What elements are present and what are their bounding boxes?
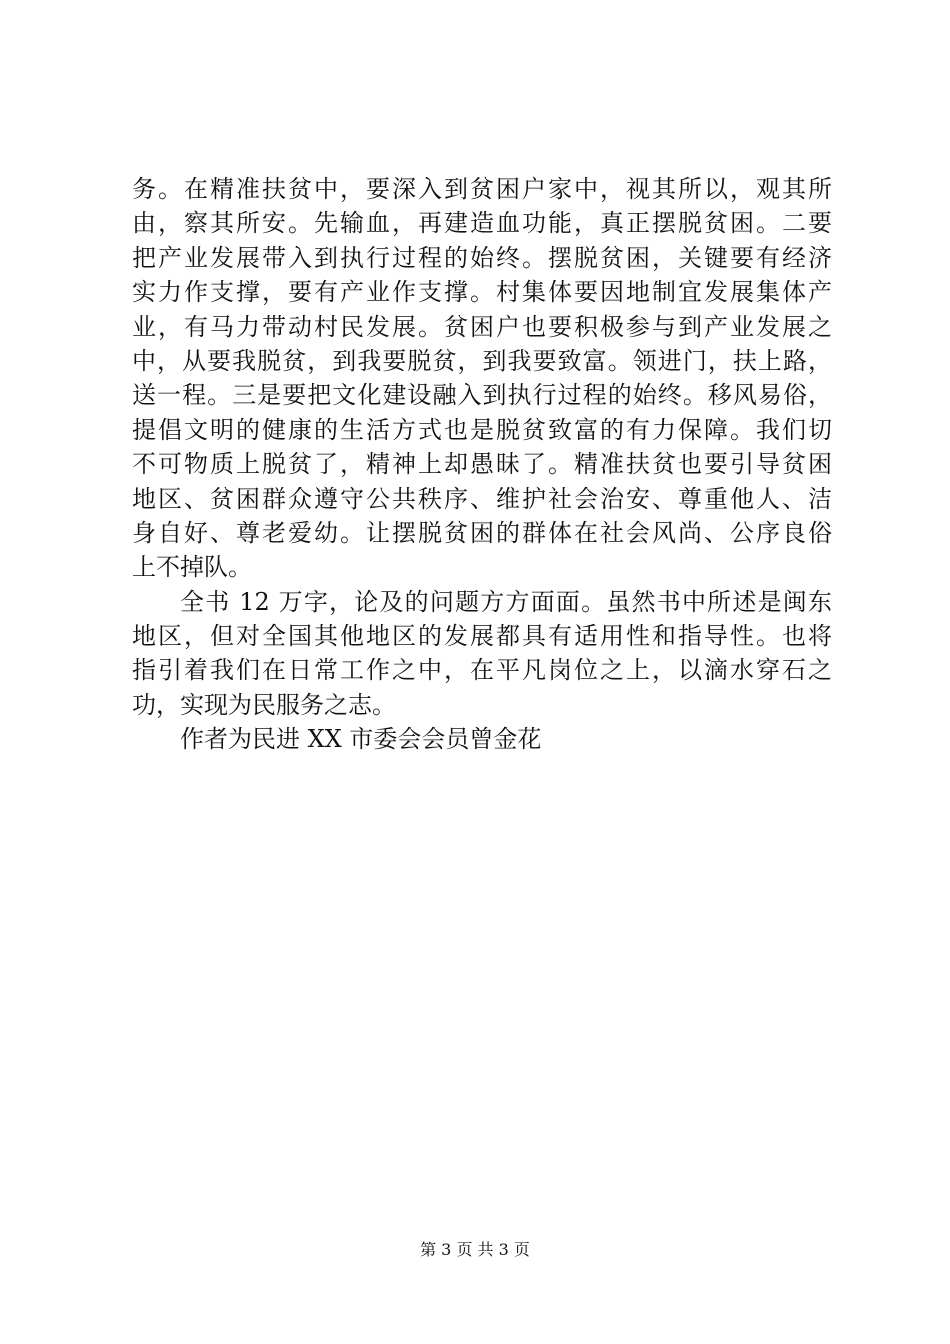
- text-line: 中，从要我脱贫，到我要脱贫，到我要致富。领进门，扶上路，: [132, 346, 832, 375]
- text-line: 实力作支撑，要有产业作支撑。村集体要因地制宜发展集体产: [132, 278, 832, 307]
- text-line: 不可物质上脱贫了，精神上却愚昧了。精准扶贫也要引导贫困: [132, 450, 832, 479]
- text-line: 业，有马力带动村民发展。贫困户也要积极参与到产业发展之: [132, 312, 832, 341]
- page-number-footer: 第 3 页 共 3 页: [420, 1240, 530, 1259]
- body-text: [132, 172, 832, 757]
- paragraph-first-line: 全书 12 万字，论及的问题方方面面。虽然书中所述是闽东: [180, 587, 832, 616]
- text-line: 提倡文明的健康的生活方式也是脱贫致富的有力保障。我们切: [132, 415, 832, 444]
- text-line: 送一程。三是要把文化建设融入到执行过程的始终。移风易俗，: [132, 381, 832, 410]
- text-line: 指引着我们在日常工作之中，在平凡岗位之上，以滴水穿石之: [132, 656, 832, 685]
- text-line: 上不掉队。: [132, 553, 252, 582]
- text-line: 功，实现为民服务之志。: [132, 690, 396, 719]
- text-line: 身自好、尊老爱幼。让摆脱贫困的群体在社会风尚、公序良俗: [132, 518, 832, 547]
- text-line: 地区、贫困群众遵守公共秩序、维护社会治安、尊重他人、洁: [132, 484, 832, 513]
- text-line: 把产业发展带入到执行过程的始终。摆脱贫困，关键要有经济: [132, 243, 832, 272]
- text-line: 由，察其所安。先输血，再建造血功能，真正摆脱贫困。二要: [132, 209, 832, 238]
- text-line: 务。在精准扶贫中，要深入到贫困户家中，视其所以，观其所: [132, 175, 832, 203]
- text-line: 地区，但对全国其他地区的发展都具有适用性和指导性。也将: [132, 622, 832, 651]
- author-line: 作者为民进 XX 市委会会员曾金花: [180, 725, 542, 754]
